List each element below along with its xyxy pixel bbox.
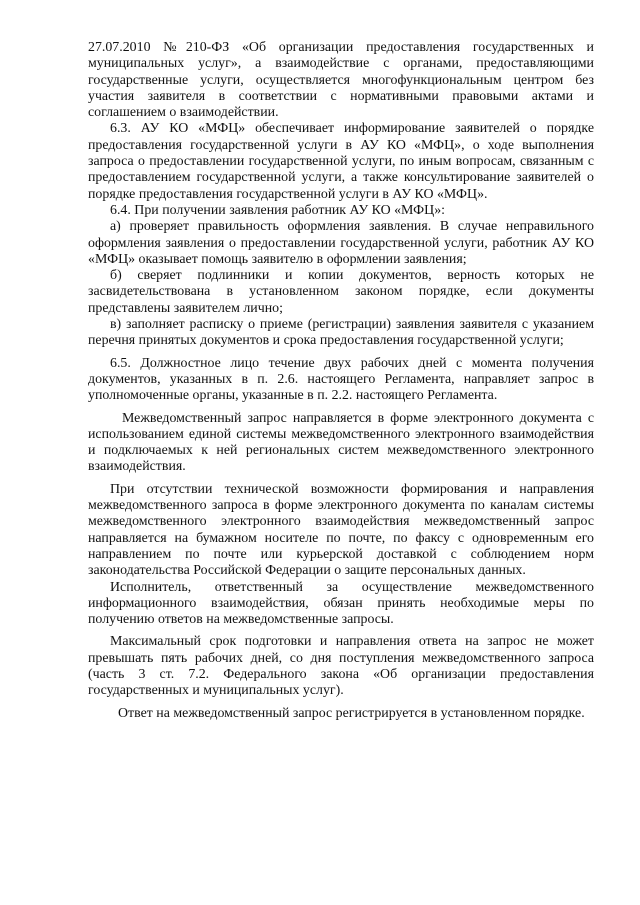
- list-item-v: в) заполняет расписку о приеме (регистрации) заявления заявителя с указанием перечня принятых документов и срока предоставления государственной услуги;: [88, 317, 594, 349]
- paragraph-law-reference: 27.07.2010 №210-ФЗ «Об организации предоставления государственных и муниципальных услуг», а взаимодействие с органами, предоставляющими государственные услуги, осуществляется многофункциональным центром без участия заявителя в соответствии с нормативными правовыми актами и соглашением о взаимодействии.: [88, 40, 594, 121]
- paragraph-interagency-request: Межведомственный запрос направляется в форме электронного документа с использованием единой системы межведомственного электронного взаимодействия и подключаемых к ней региональных систем межведомственного электронного взаимодействия.: [88, 410, 594, 475]
- paragraph-max-term: Максимальный срок подготовки и направления ответа на запрос не может превышать пять рабочих дней, со дня поступления межведомственного запроса (часть 3 ст. 7.2. Федерального закона «Об организации предоставления государственных и муниципальных услуг).: [88, 634, 594, 699]
- list-item-a: а) проверяет правильность оформления заявления. В случае неправильного оформления заявления о предоставлении государственной услуги, работник АУ КО «МФЦ» оказывает помощь заявителю в оформлении заявления;: [88, 219, 594, 267]
- paragraph-6-4: 6.4. При получении заявления работник АУ КО «МФЦ»:: [110, 202, 445, 218]
- paragraph-response-registration: Ответ на межведомственный запрос регистрируется в установленном порядке.: [118, 705, 585, 721]
- document-page: [88, 40, 594, 722]
- list-item-b: б) сверяет подлинники и копии документов, верность которых не засвидетельствована в установленном законом порядке, если документы представлены заявителем лично;: [88, 268, 594, 316]
- paragraph-no-technical-possibility: При отсутствии технической возможности формирования и направления межведомственного запроса в форме электронного документа по каналам системы межведомственного электронного взаимодействия межведомственный запрос направляется на бумажном носителе по почте, по факсу с одновременным его направлением по почте или курьерской доставкой с соблюдением норм законодательства Российской Федерации о защите персональных данных.: [88, 481, 594, 579]
- paragraph-6-5: 6.5. Должностное лицо течение двух рабочих дней с момента получения документов, указанных в п. 2.6. настоящего Регламента, направляет запрос в уполномоченные органы, указанные в п. 2.2. настоящего Регламента.: [88, 355, 594, 404]
- paragraph-6-3: 6.3. АУ КО «МФЦ» обеспечивает информирование заявителей о порядке предоставления государственной услуги в АУ КО «МФЦ», о ходе выполнения запроса о предоставлении государственной услуги, по иным вопросам, связанным с предоставлением государственной услуги, а также консультирование заявителей о порядке предоставления государственной услуги в АУ КО «МФЦ».: [88, 121, 594, 202]
- paragraph-executor: Исполнитель, ответственный за осуществление межведомственного информационного взаимодействия, обязан принять необходимые меры по получению ответов на межведомственные запросы.: [88, 579, 594, 628]
